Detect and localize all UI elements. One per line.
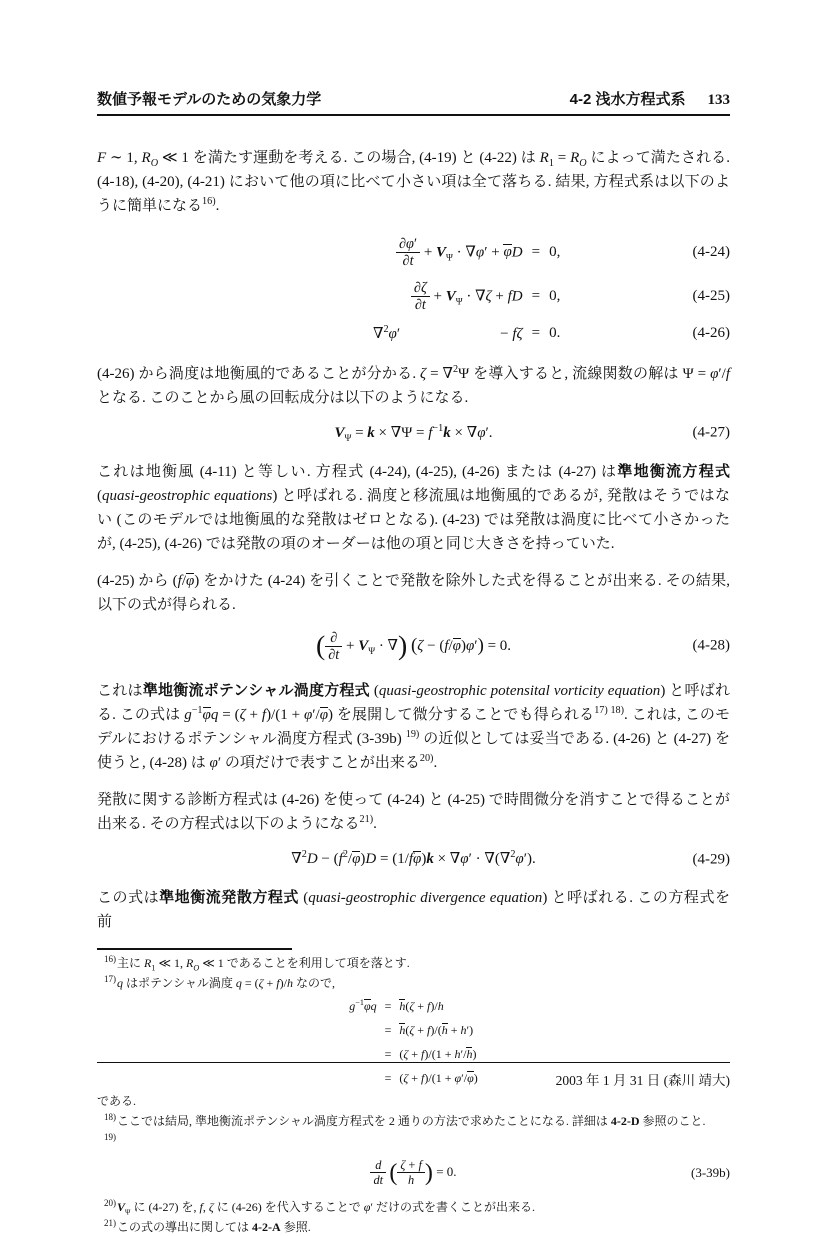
fn17-eq-line-2: = h(ζ + f)/(h + h′) <box>384 1023 474 1038</box>
equation-group-424-426 <box>97 231 730 348</box>
footnote-18-marker: 18) <box>104 1112 116 1123</box>
eq429-content: $\nabla^2D - (f^2/\varphi)D = (1/f\varphi)k \times \nabla\varphi' \cdot \nabla(\nabla^2\varphi')$. <box>291 849 536 868</box>
eq424-lhs: $\frac{\partial\varphi'}{\partial t}$ + $V_\Psi \cdot \nabla\varphi' + \varphi D$ <box>255 231 522 275</box>
footnote-17-outro: である. <box>97 1094 137 1109</box>
paragraph-1: F ∼ 1, $R_O$ ≪ 1 を満たす運動を考える. この場合, (4-19) と (4-22) は $R_1 = R_O$ によって満たされる. (4-18), (4-20), (4-21) において他の項に比べて小さい項は全て落ちる. 結果, 方程式系は以下のように簡単になる$^{16)}$. <box>97 150 730 214</box>
footer-date: 2003 年 1 月 31 日 (森川 靖大) <box>555 1073 730 1088</box>
footnote-16-marker: 16) <box>104 954 116 965</box>
eq426-number: (4-26) <box>692 324 730 341</box>
eq427-content: $V_\Psi = k \times \nabla\Psi = f^{-1}k \times \nabla\varphi'$. <box>334 422 493 444</box>
eq426-lhs: ∇$^2$φ′ − fζ <box>372 323 523 342</box>
section-title: 4-2 浅水方程式系 <box>569 91 686 108</box>
equation-427 <box>97 423 730 444</box>
footnote-area <box>97 954 730 1235</box>
equation-426 <box>97 319 730 348</box>
equation-428 <box>97 630 730 664</box>
equation-339b <box>97 1158 730 1187</box>
footnote-21 <box>104 1218 730 1236</box>
footnote-18 <box>104 1112 730 1130</box>
eq424-number: (4-24) <box>692 244 730 261</box>
eq424-relation: = <box>531 244 541 261</box>
eq428-number: (4-28) <box>692 637 730 654</box>
equation-429 <box>97 849 730 870</box>
footnote-16 <box>104 954 730 972</box>
eq339b-content: $\frac{d}{dt}$ ( $\frac{\zeta + f}{h}$ ) = 0. <box>370 1164 456 1179</box>
fn17-eq-line-3: = (ζ + f)/(1 + h′/h) <box>384 1047 477 1062</box>
paragraph-3: これは地衡風 (4-11) と等しい. 方程式 (4-24), (4-25), (4-26) または (4-27) は準地衡流方程式 (quasi-geostrophic equations) と呼ばれる. 渦度と移流風は地衡風的であるが, 発散はそうではない (このモデルでは地衡風的な発散はゼロとなる). (4-23) では発散は渦度に比べて小さかったが, (4-25), (4-26) では発散の項のオーダーは他の項と同じ大きさを持っていた. <box>97 462 731 552</box>
eq425-rhs: 0, <box>549 288 561 305</box>
paragraph-6: 発散に関する診断方程式は (4-26) を使って (4-24) と (4-25) で時間微分を消すことで得ることが出来る. その方程式は以下のようになる$^{21)}$. <box>97 792 730 833</box>
eq426-relation: = <box>531 324 541 341</box>
paragraph-7: この式は準地衡流発散方程式 (quasi-geostrophic divergence equation) と呼ばれる. この方程式を前 <box>97 889 730 931</box>
book-title: 数値予報モデルのための気象力学 <box>97 91 322 108</box>
footnote-17 <box>104 974 730 992</box>
equation-425 <box>97 275 730 319</box>
footnote-21-marker: 21) <box>104 1217 116 1228</box>
eq429-number: (4-29) <box>692 851 730 868</box>
eq425-lhs: $\frac{\partial\zeta}{\partial t}$ + $V_\Psi \cdot \nabla\zeta$ + fD <box>255 275 522 319</box>
footnote-17-intro: q はポテンシャル渦度 q = (ζ + f)/h なので, <box>117 976 335 991</box>
paragraph-4: (4-25) から (f/φ) をかけた (4-24) を引くことで発散を除外した式を得ることが出来る. その結果, 以下の式が得られる. <box>97 572 731 613</box>
footnote-17-marker: 17) <box>104 974 116 985</box>
footnote-rule <box>97 948 292 950</box>
page-footer <box>97 1062 730 1089</box>
header-right <box>570 88 730 109</box>
eq424-rhs: 0, <box>549 244 561 261</box>
footnote-18-text: ここでは結局, 準地衡流ポテンシャル渦度方程式を 2 通りの方法で求めたことになる. 詳細は 4-2-D 参照のこと. <box>117 1114 706 1129</box>
footnote-20 <box>104 1198 730 1216</box>
footnote-19-marker: 19) <box>104 1132 116 1143</box>
fn17-eq-line-1: $g^{-1}\varphi q$ = h(ζ + f)/h <box>349 998 444 1014</box>
fn17-eq-line-4: = (ζ + f)/(1 + φ′/φ) <box>384 1071 478 1086</box>
paragraph-2: (4-26) から渦度は地衡風的であることが分かる. ζ = ∇$^2$Ψ を導入すると, 流線関数の解は Ψ = φ′/f となる. このことから風の回転成分は以下のようになる. <box>97 363 730 406</box>
footnote-21-text: この式の導出に関しては 4-2-A 参照. <box>117 1219 311 1234</box>
page-header <box>97 88 730 109</box>
eq425-number: (4-25) <box>692 288 730 305</box>
footnote-16-text: 主に $R_1$ ≪ 1, $R_O$ ≪ 1 であることを利用して項を落とす. <box>117 956 410 973</box>
eq339b-number: (3-39b) <box>691 1164 730 1180</box>
equation-424 <box>97 231 730 275</box>
header-rule <box>97 114 730 116</box>
eq428-content: ( ∂ ∂t + $V_\Psi$ · ∇) (ζ − (f/φ)φ′) = 0. <box>315 629 512 663</box>
footnote-20-text: $V_\Psi$ に (4-27) を, f, ζ に (4-26) を代入することで φ′ だけの式を書くことが出来る. <box>117 1199 535 1217</box>
eq425-relation: = <box>531 288 541 305</box>
page-number: 133 <box>707 92 730 108</box>
footnote-19 <box>104 1132 730 1150</box>
paragraph-5: これは準地衡流ポテンシャル渦度方程式 (quasi-geostrophic potensital vorticity equation) と呼ばれる. この式は $g^{-1}\varphi q = (\zeta + f)/(1 + \varphi'/\varphi)$ を展開して微分することでも得られる$^{17) 18)}$. これは, このモデルにおけるポテンシャル渦度方程式 (3-39b) $^{19)}$ の近似としては妥当である. (4-26) と (4-27) を使うと, (4-28) は φ′ の項だけで表すことが出来る$^{20)}$. <box>97 682 731 772</box>
footnote-20-marker: 20) <box>104 1197 116 1208</box>
eq426-rhs: 0. <box>549 324 561 341</box>
eq427-number: (4-27) <box>692 424 730 441</box>
